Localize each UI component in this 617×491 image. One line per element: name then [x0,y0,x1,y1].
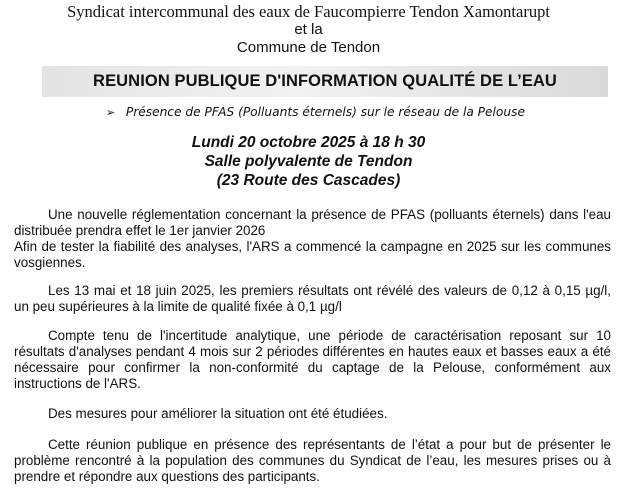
page-title: REUNION PUBLIQUE D'INFORMATION QUALITÉ DE L’EAU [93,72,557,90]
organizer-line-2: et la [294,21,323,38]
paragraph-line: distribuée prendra effet le 1er janvier 2026 [14,223,266,238]
event-address: (23 Route des Cascades) [216,172,401,189]
paragraph-line: Afin de tester la fiabilité des analyses, l'ARS a commencé la campagne en 2025 sur les communes [14,239,611,254]
paragraph-line: prendre et répondre aux questions des participants. [14,469,320,484]
paragraph-line: Une nouvelle réglementation concernant la présence de PFAS (polluants éternels) dans l'eau [48,207,611,222]
paragraph-line: instructions de l'ARS. [14,376,141,391]
event-date: Lundi 20 octobre 2025 à 18 h 30 [191,134,426,151]
title-banner [42,66,608,97]
organizer-line-1: Syndicat intercommunal des eaux de Faucompierre Tendon Xamontarupt [67,2,550,21]
paragraph-line: Des mesures pour améliorer la situation ont été étudiées. [48,406,388,421]
paragraph-line: Cette réunion publique en présence des représentants de l’état a pour but de présenter le [48,437,611,452]
paragraph-line: vosgiennes. [14,255,86,270]
topic-bullet [106,105,525,119]
paragraph-line: résultats d'analyses pendant 4 mois sur 2 périodes différentes en hautes eaux et basses eaux a été [14,344,611,359]
paragraph-line: Les 13 mai et 18 juin 2025, les premiers résultats ont révélé des valeurs de 0,12 à 0,15 µg/l, [48,283,611,298]
arrow-bullet-icon: ➢ [106,106,116,119]
paragraph-line: nécessaire pour confirmer la non-conformité du captage de la Pelouse, conformément aux [14,360,611,375]
organizer-line-3: Commune de Tendon [236,39,381,56]
paragraph-line: problème rencontré à la population des communes du Syndicat de l’eau, les mesures prises ou à [14,453,611,468]
paragraph-line: un peu supérieures à la limite de qualité fixée à 0,1 µg/l [14,299,342,314]
paragraph-line: Compte tenu de l'incertitude analytique, une période de caractérisation reposant sur 10 [48,328,611,343]
event-venue: Salle polyvalente de Tendon [204,153,413,170]
topic-text: Présence de PFAS (Polluants éternels) sur le réseau de la Pelouse [125,105,525,119]
